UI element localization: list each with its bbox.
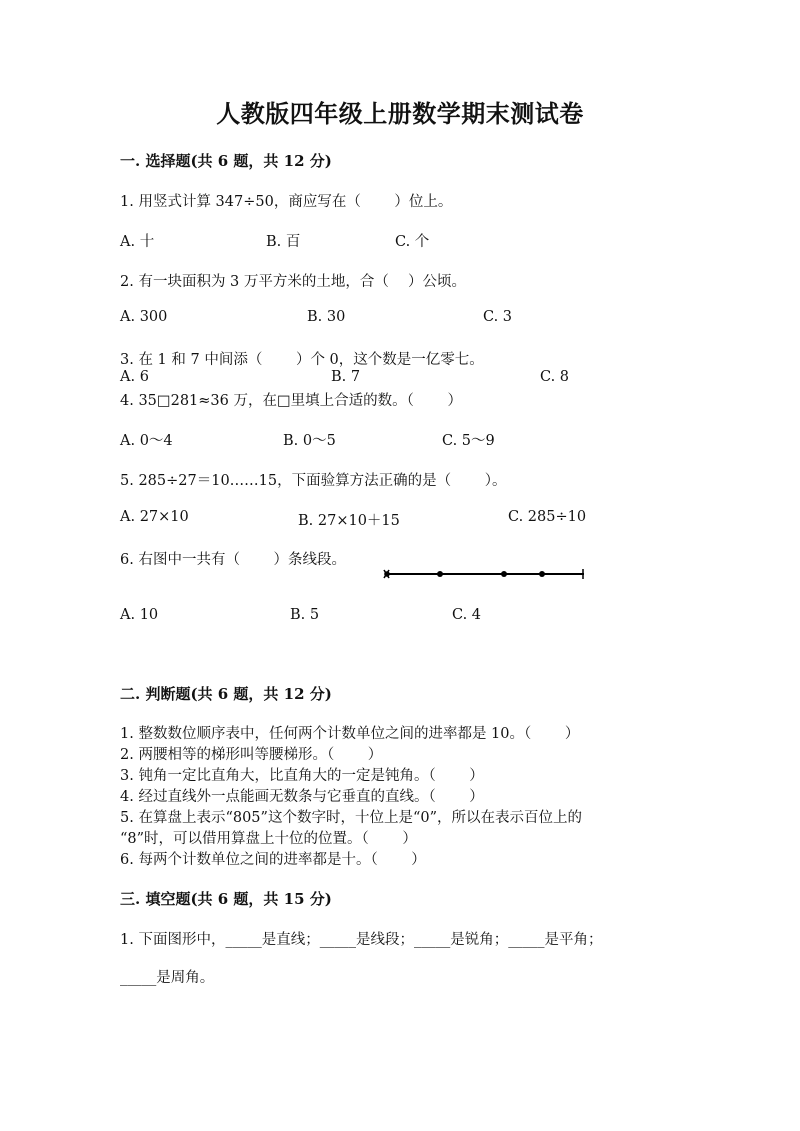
page-title: 人教版四年级上册数学期末测试卷 <box>216 99 584 128</box>
judge-item-1: 1. 整数数位顺序表中，任何两个计数单位之间的进率都是 10。（ ） <box>120 726 580 742</box>
judge-item-5-line2: “8”时，可以借用算盘上十位的位置。（ ） <box>120 831 417 847</box>
option-1-1-b: B. 百 <box>266 234 301 250</box>
question-1-4: 4. 35□281≈36 万，在□里填上合适的数。（ ） <box>120 393 463 409</box>
option-1-5-a: A. 27×10 <box>120 509 189 525</box>
option-1-2-b: B. 30 <box>307 309 346 325</box>
figure-point <box>501 571 507 577</box>
option-1-6-a: A. 10 <box>120 607 159 623</box>
question-1-6: 6. 右图中一共有（ ）条线段。 <box>120 552 347 568</box>
question-1-2: 2. 有一块面积为 3 万平方米的土地，合（ ）公顷。 <box>120 274 466 290</box>
option-1-4-c: C. 5～9 <box>442 433 495 449</box>
option-1-4-a: A. 0～4 <box>120 433 173 449</box>
option-1-5-b: B. 27×10＋15 <box>298 513 400 529</box>
option-1-6-c: C. 4 <box>452 607 482 623</box>
question-1-1: 1. 用竖式计算 347÷50，商应写在（ ）位上。 <box>120 194 453 210</box>
judge-item-4: 4. 经过直线外一点能画无数条与它垂直的直线。（ ） <box>120 789 484 805</box>
judge-item-6: 6. 每两个计数单位之间的进率都是十。（ ） <box>120 852 426 868</box>
question-1-5: 5. 285÷27＝10……15，下面验算方法正确的是（ ）。 <box>120 473 507 489</box>
option-1-2-c: C. 3 <box>483 309 513 325</box>
fill-question-1-line2: _____是周角。 <box>120 970 215 986</box>
judge-item-3: 3. 钝角一定比直角大，比直角大的一定是钝角。（ ） <box>120 768 484 784</box>
option-1-4-b: B. 0～5 <box>283 433 336 449</box>
section-1-heading: 一. 选择题(共 6 题，共 12 分) <box>120 152 332 170</box>
figure-point <box>539 571 545 577</box>
section-2-heading: 二. 判断题(共 6 题，共 12 分) <box>120 685 332 703</box>
option-1-5-c: C. 285÷10 <box>508 509 587 525</box>
fill-question-1-line1: 1. 下面图形中，_____是直线；_____是线段；_____是锐角；_____是平角； <box>120 932 603 948</box>
option-1-1-a: A. 十 <box>120 234 155 250</box>
option-1-3-c: C. 8 <box>540 369 570 385</box>
figure-point <box>384 571 390 577</box>
judge-item-5-line1: 5. 在算盘上表示“805”这个数字时，十位上是“0”，所以在表示百位上的 <box>120 810 582 826</box>
option-1-2-a: A. 300 <box>120 309 168 325</box>
option-1-6-b: B. 5 <box>290 607 320 623</box>
option-1-3-a: A. 6 <box>120 369 149 385</box>
question-1-3: 3. 在 1 和 7 中间添（ ）个 0，这个数是一亿零七。 <box>120 352 484 368</box>
figure-point <box>437 571 443 577</box>
section-3-heading: 三. 填空题(共 6 题，共 15 分) <box>120 890 332 908</box>
option-1-1-c: C. 个 <box>395 234 430 250</box>
line-segment-figure <box>380 566 590 586</box>
judge-item-2: 2. 两腰相等的梯形叫等腰梯形。（ ） <box>120 747 383 763</box>
option-1-3-b: B. 7 <box>331 369 361 385</box>
